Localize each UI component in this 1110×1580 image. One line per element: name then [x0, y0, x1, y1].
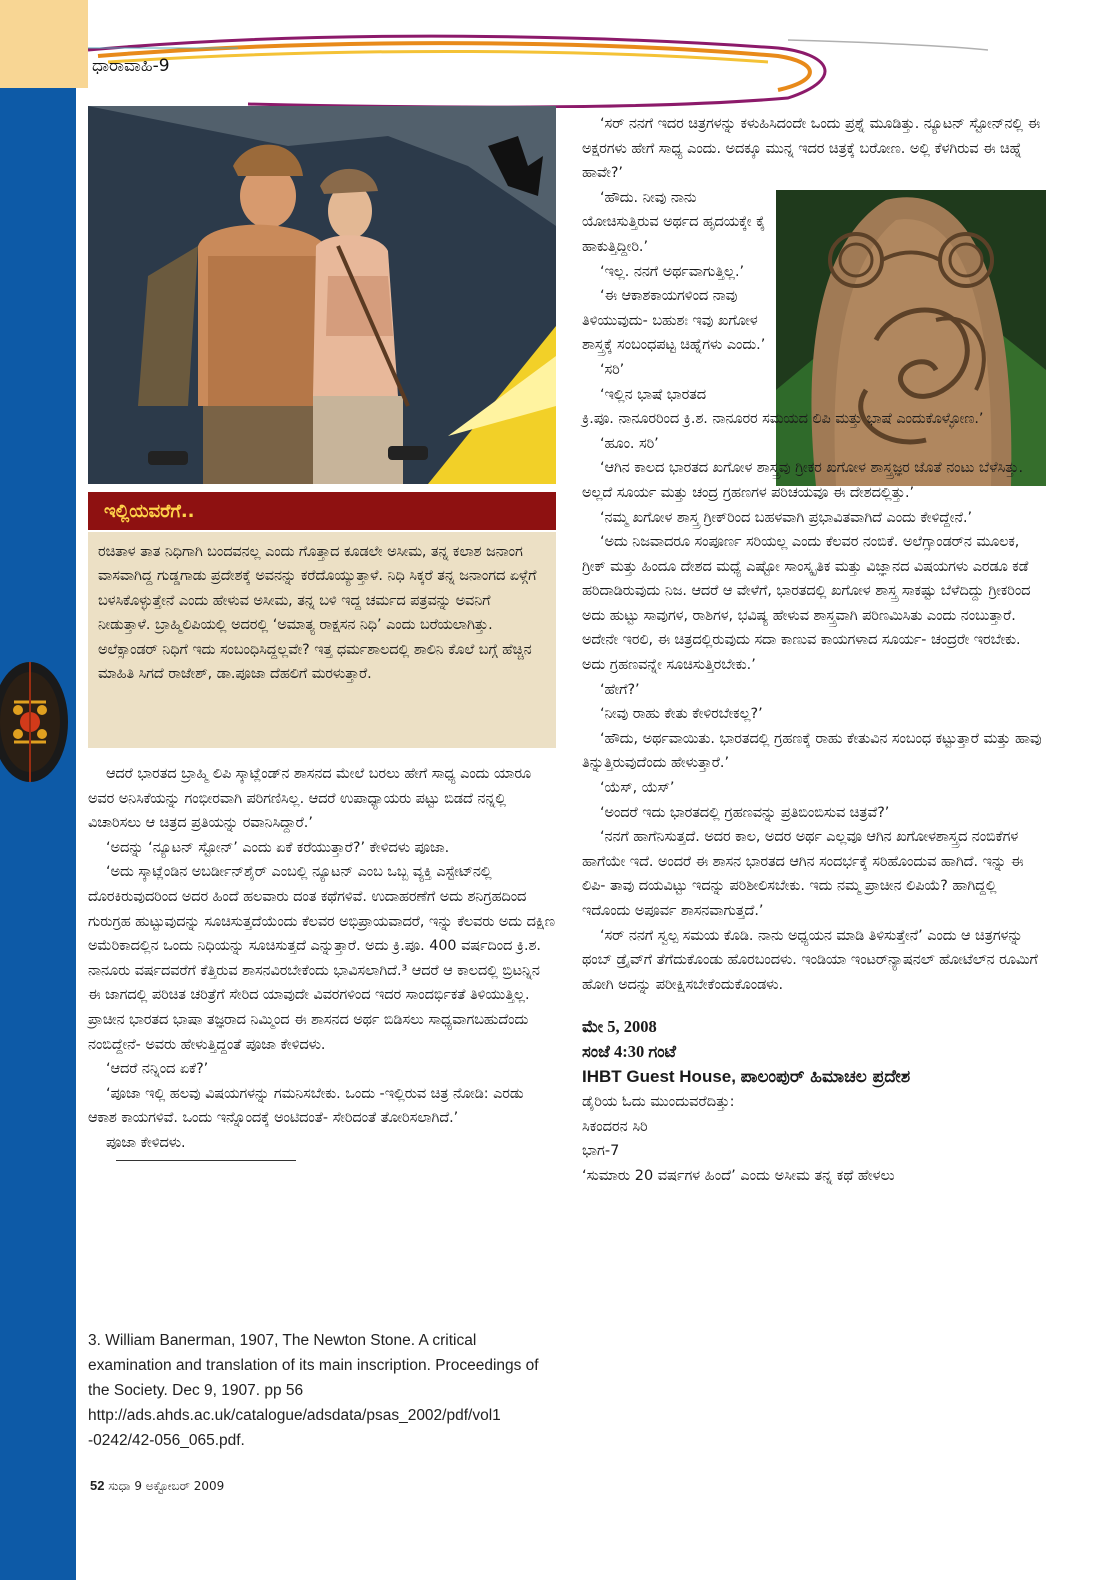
paragraph: ಪೂಜಾ ಕೇಳಿದಳು. [106, 1134, 186, 1151]
paragraph: ‘ಅದು ಸ್ಕಾಟ್ಲೆಂಡಿನ ಅಬರ್ಡೀನ್‌ಶೈರ್ ಎಂಬಲ್ಲಿ ನ್ಯೂಟನ್ ಎಂಬ ಒಬ್ಬ ವ್ಯಕ್ತಿ ಎಸ್ಟೇಟ್‌ನಲ್ಲಿ ದೊರಕಿರುವುದರಿಂದ ಅದರ ಹಿಂದೆ ಹಲವಾರು ದಂತ ಕಥೆಗಳಿವೆ. ಉದಾಹರಣೆಗೆ ಅದು ಶನಿಗ್ರಹದಿಂದ ಗುರುಗ್ರಹ ಹುಟ್ಟುವುದನ್ನು ಸೂಚಿಸುತ್ತದೆಯೆಂದು ಕೆಲವರ ಅಭಿಪ್ರಾಯವಾದರೆ, ಇನ್ನು ಕೆಲವರು ಅದು ದಕ್ಷಿಣ ಅಮೆರಿಕಾದಲ್ಲಿನ ಒಂದು ನಿಧಿಯನ್ನು ಸೂಚಿಸುತ್ತದೆ ಎನ್ನುತ್ತಾರೆ. ಅದು ಕ್ರಿ.ಪೂ. 400 ವರ್ಷದಿಂದ ಕ್ರಿ.ಶ. ನಾನೂರು ವರ್ಷದವರೆಗೆ ಕೆತ್ತಿರುವ ಶಾಸನವಿರಬೇಕೆಂದು ಭಾವಿಸಲಾಗಿದೆ.³ ಆದರೆ ಆ ಕಾಲದಲ್ಲಿ ಬ್ರಿಟನ್ನಿನ ಈ ಜಾಗದಲ್ಲಿ ಪರಿಚಿತ ಚರಿತ್ರೆಗೆ ಸೇರಿದ ಯಾವುದೇ ವಿವರಗಳಿಂದ ಇದರ ಸಾಂದರ್ಭಿಕತೆ ತಿಳಿಯುತ್ತಿಲ್ಲ. ಪ್ರಾಚೀನ ಭಾರತದ ಭಾಷಾ ತಜ್ಞರಾದ ನಿಮ್ಮಿಂದ ಈ ಶಾಸನದ ಅರ್ಥ ಬಿಡಿಸಲು ಸಾಧ್ಯವಾಗಬಹುದೆಂದು ನಂಬಿದ್ದೇನೆ- ಅವರು ಹೇಳುತ್ತಿದ್ದಂತೆ ಪೂಜಾ ಕೇಳಿದಳು. [88, 864, 555, 1053]
paragraph: ‘ಸರ್ ನನಗೆ ಇದರ ಚಿತ್ರಗಳನ್ನು ಕಳುಹಿಸಿದಂದೇ ಒಂದು ಪ್ರಶ್ನೆ ಮೂಡಿತ್ತು. ನ್ಯೂಟನ್ ಸ್ಟೋನ್‌ನಲ್ಲಿ ಈ ಅಕ್ಷರಗಳು ಹೇಗೆ ಸಾಧ್ಯ ಎಂದು. ಅದಕ್ಕೂ ಮುನ್ನ ಇದರ ಚಿತ್ರಕ್ಕೆ ಬರೋಣ. ಅಲ್ಲಿ ಕೆಳಗಿರುವ ಈ ಚಿಹ್ನೆ ಹಾವೇ?’ [582, 116, 1041, 182]
side-emblem-icon [0, 632, 70, 812]
paragraph: ‘ಆಗಿನ ಕಾಲದ ಭಾರತದ ಖಗೋಳ ಶಾಸ್ತ್ರವು ಗ್ರೀಕರ ಖಗೋಳ ಶಾಸ್ತ್ರಜ್ಞರ ಜೊತೆ ನಂಟು ಬೆಳೆಸಿತ್ತು. ಅಲ್ಲದೆ ಸೂರ್ಯ ಮತ್ತು ಚಂದ್ರ ಗ್ರಹಣಗಳ ಪರಿಚಯವೂ ಈ ದೇಶದಲ್ಲಿತ್ತು.’ [582, 460, 1024, 501]
diary-section [582, 1015, 1042, 1188]
diary-location [582, 1065, 1042, 1091]
wrapped-text [582, 186, 768, 407]
paragraph: ‘ಇಲ್ಲ. ನನಗೆ ಅರ್ಥವಾಗುತ್ತಿಲ್ಲ.’ [600, 263, 745, 280]
magazine-name: ಸುಧಾ [108, 1479, 131, 1493]
diary-time: ಸಂಜೆ 4:30 ಗಂಟೆ [582, 1041, 677, 1061]
paragraph: ಕ್ರಿ.ಪೂ. ನಾನೂರರಿಂದ ಕ್ರಿ.ಶ. ನಾನೂರರ ಸಮಯದ ಲಿಪಿ ಮತ್ತು ಭಾಷೆ ಎಂದುಕೊಳ್ಳೋಣ.’ [582, 411, 984, 428]
diary-line: ‘ಸುಮಾರು 20 ವರ್ಷಗಳ ಹಿಂದೆ’ ಎಂದು ಅಸೀಮ ತನ್ನ ಕಥೆ ಹೇಳಲು [582, 1167, 895, 1184]
recap-box [88, 532, 556, 748]
corner-box [0, 0, 88, 88]
diary-line: ಸಿಕಂದರನ ಸಿರಿ [582, 1118, 648, 1135]
paragraph: ಆದರೆ ಭಾರತದ ಬ್ರಾಹ್ಮಿ ಲಿಪಿ ಸ್ಕಾಟ್ಲೆಂಡ್‌ನ ಶಾಸನದ ಮೇಲೆ ಬರಲು ಹೇಗೆ ಸಾಧ್ಯ ಎಂದು ಯಾರೂ ಅವರ ಅನಿಸಿಕೆಯನ್ನು ಗಂಭೀರವಾಗಿ ಪರಿಗಣಿಸಿಲ್ಲ. ಆದರೆ ಉಪಾಧ್ಯಾಯರು ಪಟ್ಟು ಬಿಡದೆ ನನ್ನಲ್ಲಿ ವಿಚಾರಿಸಲು ಆ ಚಿತ್ರದ ಪ್ರತಿಯನ್ನು ರವಾನಿಸಿದ್ದಾರೆ.’ [88, 766, 532, 832]
diary-line: ಭಾಗ-7 [582, 1143, 620, 1160]
paragraph: ‘ಇಲ್ಲಿನ ಭಾಷೆ ಭಾರತದ [600, 386, 706, 403]
paragraph: ‘ಸರ್ ನನಗೆ ಸ್ವಲ್ಪ ಸಮಯ ಕೊಡಿ. ನಾನು ಅಧ್ಯಯನ ಮಾಡಿ ತಿಳಿಸುತ್ತೇನೆ’ ಎಂದು ಆ ಚಿತ್ರಗಳನ್ನು ಥಂಬ್ ಡ್ರೈವ್‌ಗೆ ತೆಗೆದುಕೊಂಡು ಹೊರಬಂದಳು. ಇಂಡಿಯಾ ಇಂಟರ್‌ನ್ಯಾಷನಲ್ ಹೋಟೆಲ್‌ನ ರೂಮಿಗೆ ಹೋಗಿ ಅದನ್ನು ಪರೀಕ್ಷಿಸಬೇಕೆಂದುಕೊಂಡಳು. [582, 927, 1038, 993]
paragraph: ‘ಹೇಗೆ?’ [600, 681, 640, 698]
paragraph: ‘ನನಗೆ ಹಾಗೆನಿಸುತ್ತದೆ. ಅದರ ಕಾಲ, ಅದರ ಅರ್ಥ ಎಲ್ಲವೂ ಆಗಿನ ಖಗೋಳಶಾಸ್ತ್ರದ ನಂಬಿಕೆಗಳ ಹಾಗೆಯೇ ಇದೆ. ಅಂದರೆ ಈ ಶಾಸನ ಭಾರತದ ಆಗಿನ ಸಂದರ್ಭಕ್ಕೆ ಸರಿಹೊಂದುವ ಹಾಗಿದೆ. ಇನ್ನು ಈ ಲಿಪಿ- ತಾವು ದಯವಿಟ್ಟು ಇದನ್ನು ಪರಿಶೀಲಿಸಬೇಕು. ಇದು ನಮ್ಮ ಪ್ರಾಚೀನ ಲಿಪಿಯೆ? ಹಾಗಿದ್ದಲ್ಲಿ ಇದೊಂದು ಅಪೂರ್ವ ಶಾಸನವಾಗುತ್ತದೆ.’ [582, 829, 1024, 919]
issue-date: 9 ಅಕ್ಟೋಬರ್ 2009 [134, 1479, 225, 1493]
paragraph: ‘ಹೂಂ. ಸರಿ’ [600, 435, 659, 452]
story-illustration [88, 106, 556, 484]
diary-date: ಮೇ 5, 2008 [582, 1017, 657, 1037]
paragraph: ‘ನೀವು ರಾಹು ಕೇತು ಕೇಳಿರಬೇಕಲ್ಲ?’ [600, 706, 763, 723]
paragraph: ‘ಆದರೆ ನನ್ನಿಂದ ಏಕೆ?’ [106, 1061, 209, 1078]
diary-hotel: IHBT Guest House, [582, 1066, 736, 1086]
footnote: 3. William Banerman, 1907, The Newton Stone. A critical examination and translation of its main inscription. Proceedings of the Society. Dec 9, 1907. pp 56 http://ads.ahds.ac.uk/catalogue/adsdata/psas_2002/pdf/vol1 -0242/42-056_065.pdf. [88, 1332, 539, 1449]
page-footer [90, 1478, 224, 1494]
paragraph: ‘ಈ ಆಕಾಶಕಾಯಗಳಿಂದ ನಾವು ತಿಳಿಯುವುದು- ಬಹುಶಃ ಇವು ಖಗೋಳ ಶಾಸ್ತ್ರಕ್ಕೆ ಸಂಬಂಧಪಟ್ಟ ಚಿಹ್ನೆಗಳು ಎಂದು.’ [582, 288, 766, 354]
paragraph: ‘ಹೌದು, ಅರ್ಥವಾಯಿತು. ಭಾರತದಲ್ಲಿ ಗ್ರಹಣಕ್ಕೆ ರಾಹು ಕೇತುವಿನ ಸಂಬಂಧ ಕಟ್ಟುತ್ತಾರೆ ಮತ್ತು ಹಾವು ತಿನ್ನುತ್ತಿರುವುದೆಂದು ಹೇಳುತ್ತಾರೆ.’ [582, 730, 1042, 772]
recap-header [88, 492, 556, 530]
diary-line: ಡೈರಿಯ ಓದು ಮುಂದುವರೆದಿತ್ತು: [582, 1094, 735, 1111]
right-column [582, 112, 1042, 1189]
series-title: ಧಾರಾವಾಹಿ-9 [92, 56, 170, 76]
paragraph: ‘ಪೂಜಾ ಇಲ್ಲಿ ಹಲವು ವಿಷಯಗಳನ್ನು ಗಮನಿಸಬೇಕು. ಒಂದು -ಇಲ್ಲಿರುವ ಚಿತ್ರ ನೋಡಿ: ಎರಡು ಆಕಾಶ ಕಾಯಗಳಿವೆ. ಒಂದು ಇನ್ನೊಂದಕ್ಕೆ ಅಂಟಿದಂತೆ- ಸೇರಿದಂತೆ ತೋರಿಸಲಾಗಿದೆ.’ [88, 1085, 524, 1127]
paragraph: ‘ಸರಿ’ [600, 361, 625, 378]
left-column [88, 762, 556, 1161]
page-number: 52 [90, 1478, 105, 1493]
paragraph: ‘ಅದು ನಿಜವಾದರೂ ಸಂಪೂರ್ಣ ಸರಿಯಲ್ಲ ಎಂದು ಕೆಲವರ ನಂಬಿಕೆ. ಅಲೆಗ್ಸಾಂಡರ್‌ನ ಮೂಲಕ, ಗ್ರೀಕ್ ಮತ್ತು ಹಿಂದೂ ದೇಶದ ಮಧ್ಯೆ ಎಷ್ಟೋ ಸಾಂಸ್ಕೃತಿಕ ಮತ್ತು ವಿಜ್ಞಾನದ ವಿಷಯಗಳು ಎರಡೂ ಕಡೆ ಹರಿದಾಡಿರುವುದು ನಿಜ. ಆದರೆ ಆ ವೇಳೆಗೆ, ಭಾರತದಲ್ಲಿ ಖಗೋಳ ಶಾಸ್ತ್ರ ಸಾಕಷ್ಟು ಬೆಳೆದಿದ್ದು ಗ್ರೀಕರಿಂದ ಅದು ಹುಟ್ಟು ಸಾವುಗಳ, ರಾಶಿಗಳ, ಭವಿಷ್ಯ ಹೇಳುವ ಶಾಸ್ತ್ರವಾಗಿ ಪರಿಣಮಿಸಿತು ಎಂದು ನಂಬುತ್ತಾರೆ. ಅದೇನೇ ಇರಲಿ, ಈ ಚಿತ್ರದಲ್ಲಿರುವುದು ಸದಾ ಕಾಣುವ ಕಾಯಗಳಾದ ಸೂರ್ಯ- ಚಂದ್ರರೇ ಇರಬೇಕು. ಅದು ಗ್ರಹಣವನ್ನೇ ಸೂಚಿಸುತ್ತಿರಬೇಕು.’ [582, 534, 1031, 674]
recap-title: ಇಲ್ಲಿಯವರೆಗೆ.. [104, 501, 195, 522]
footnote-divider [116, 1160, 296, 1161]
paragraph: ‘ಯೆಸ್, ಯೆಸ್’ [600, 780, 675, 797]
paragraph: ‘ಅಂದರೆ ಇದು ಭಾರತದಲ್ಲಿ ಗ್ರಹಣವನ್ನು ಪ್ರತಿಬಿಂಬಿಸುವ ಚಿತ್ರವೆ?’ [600, 804, 890, 821]
diary-place: ಪಾಲಂಪುರ್ ಹಿಮಾಚಲ ಪ್ರದೇಶ [740, 1066, 911, 1087]
paragraph: ‘ನಮ್ಮ ಖಗೋಳ ಶಾಸ್ತ್ರ ಗ್ರೀಕ್‌ರಿಂದ ಬಹಳವಾಗಿ ಪ್ರಭಾವಿತವಾಗಿದೆ ಎಂದು ಕೇಳಿದ್ದೇನೆ.’ [600, 509, 973, 526]
header-swoosh [88, 28, 988, 108]
recap-text: ರಚಿತಾಳ ತಾತ ನಿಧಿಗಾಗಿ ಬಂದವನಲ್ಲ ಎಂದು ಗೊತ್ತಾದ ಕೂಡಲೇ ಅಸೀಮ, ತನ್ನ ಕಲಾಶ ಜನಾಂಗ ವಾಸವಾಗಿದ್ದ ಗುಡ್ಡಗಾಡು ಪ್ರದೇಶಕ್ಕೆ ಅವನನ್ನು ಕರೆದೊಯ್ಯುತ್ತಾಳೆ. ನಿಧಿ ಸಿಕ್ಕರೆ ತನ್ನ ಜನಾಂಗದ ಏಳ್ಗೆಗೆ ಬಳಸಿಕೊಳ್ಳುತ್ತೇನೆ ಎಂದು ಹೇಳುವ ಅಸೀಮ, ತನ್ನ ಬಳಿ ಇದ್ದ ಚರ್ಮದ ಪತ್ರವನ್ನು ಅವನಿಗೆ ನೀಡುತ್ತಾಳೆ. ಬ್ರಾಹ್ಮಿಲಿಪಿಯಲ್ಲಿ ಅದರಲ್ಲಿ ‘ಅಮಾತ್ಯ ರಾಕ್ಷಸನ ನಿಧಿ’ ಎಂದು ಬರೆಯಲಾಗಿತ್ತು. ಅಲೆಕ್ಸಾಂಡರ್ ನಿಧಿಗೆ ಇದು ಸಂಬಂಧಿಸಿದ್ದಲ್ಲವೇ? ಇತ್ತ ಧರ್ಮಶಾಲದಲ್ಲಿ ಶಾಲಿನಿ ಕೊಲೆ ಬಗ್ಗೆ ಹೆಚ್ಚಿನ ಮಾಹಿತಿ ಸಿಗದೆ ರಾಜೇಶ್, ಡಾ.ಪೂಜಾ ದೆಹಲಿಗೆ ಮರಳುತ್ತಾರೆ. [98, 544, 537, 683]
paragraph: ‘ಹೌದು. ನೀವು ನಾನು ಯೋಚಿಸುತ್ತಿರುವ ಅರ್ಥದ ಹೃದಯಕ್ಕೇ ಕೈ ಹಾಕುತ್ತಿದ್ದೀರಿ.’ [582, 189, 766, 255]
paragraph: ‘ಅದನ್ನು ‘ನ್ಯೂಟನ್ ಸ್ಟೋನ್’ ಎಂದು ಏಕೆ ಕರೆಯುತ್ತಾರೆ?’ ಕೇಳಿದಳು ಪೂಜಾ. [106, 839, 450, 856]
